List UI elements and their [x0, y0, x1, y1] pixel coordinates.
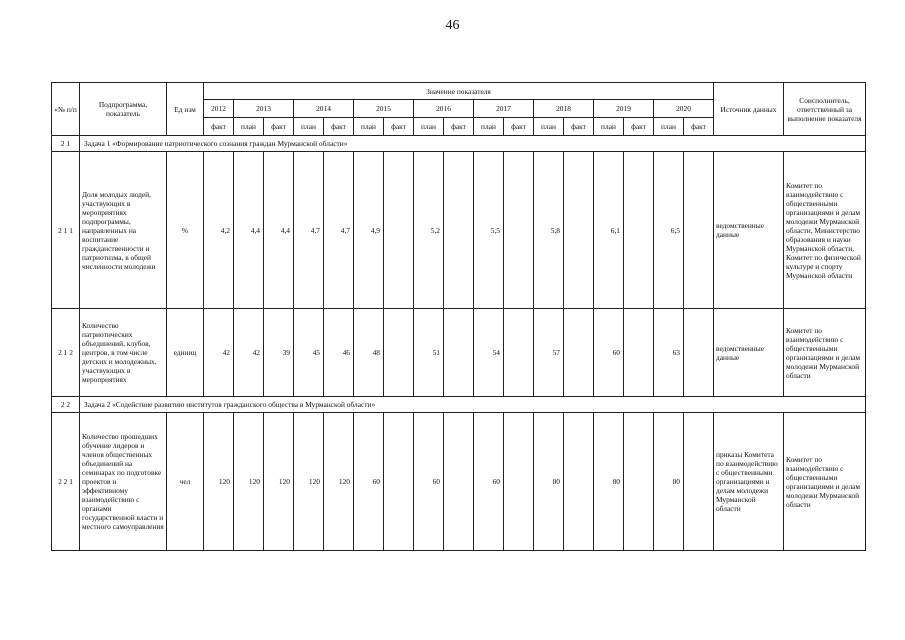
row-number: 2 1: [52, 136, 80, 152]
value-cell: [384, 309, 414, 397]
value-cell: 6,1: [594, 152, 624, 309]
page-number: 46: [445, 18, 460, 33]
value-cell: [444, 152, 474, 309]
value-cell: 48: [354, 309, 384, 397]
value-cell: 60: [414, 413, 444, 551]
value-cell: [504, 413, 534, 551]
header-subcol: план: [294, 118, 324, 136]
responsible-party: Комитет по взаимодействию с общественными организациями и делам молодежи Мурманской области: [784, 413, 866, 551]
value-cell: [624, 152, 654, 309]
header-source: Источник данных: [714, 83, 784, 136]
value-cell: 4,7: [324, 152, 354, 309]
value-cell: 51: [414, 309, 444, 397]
header-year: 2019: [594, 100, 654, 118]
header-subcol: план: [534, 118, 564, 136]
header-subcol: план: [234, 118, 264, 136]
value-cell: [504, 309, 534, 397]
indicator-name: Доля молодых людей, участвующих в мероприятиях подпрограммы, направленных на воспитание гражданственности и патриотизма, в общей численности молодежи: [80, 152, 167, 309]
value-cell: 4,4: [234, 152, 264, 309]
header-value-title: Значение показателя: [204, 83, 714, 100]
header-subcol: план: [474, 118, 504, 136]
value-cell: [564, 152, 594, 309]
indicators-table: [51, 82, 866, 551]
responsible-party: Комитет по взаимодействию с общественными организациями и делам молодежи Мурманской области: [784, 309, 866, 397]
value-cell: [564, 413, 594, 551]
data-source: ведомственные данные: [714, 309, 784, 397]
value-cell: [624, 413, 654, 551]
header-subcol: факт: [564, 118, 594, 136]
value-cell: [504, 152, 534, 309]
value-cell: 5,5: [474, 152, 504, 309]
data-source: ведомственные данные: [714, 152, 784, 309]
value-cell: 42: [234, 309, 264, 397]
indicator-name: Количество прошедших обучение лидеров и членов общественных объединений на семинарах по подготовке проектов и эффективному взаимодействию с органами государственной власти и местного самоуправления: [80, 413, 167, 551]
value-cell: 4,4: [264, 152, 294, 309]
header-year: 2012: [204, 100, 234, 118]
value-cell: [684, 309, 714, 397]
task-title: Задача 2 «Содействие развитию институтов гражданского общества в Мурманской области»: [80, 397, 866, 413]
header-year: 2020: [654, 100, 714, 118]
value-cell: 120: [264, 413, 294, 551]
header-year: 2013: [234, 100, 294, 118]
header-subcol: факт: [384, 118, 414, 136]
value-cell: 45: [294, 309, 324, 397]
value-cell: 80: [654, 413, 684, 551]
row-number: 2 2 1: [52, 413, 80, 551]
value-cell: 120: [204, 413, 234, 551]
header-subcol: факт: [264, 118, 294, 136]
row-number: 2 1 2: [52, 309, 80, 397]
table-row: [52, 152, 866, 309]
value-cell: 57: [534, 309, 564, 397]
value-cell: 5,2: [414, 152, 444, 309]
row-number: 2 1 1: [52, 152, 80, 309]
header-responsible: Соисполнитель, ответственный за выполнение показателя: [784, 83, 866, 136]
table-row: [52, 309, 866, 397]
header-subcol: план: [354, 118, 384, 136]
header-subcol: факт: [444, 118, 474, 136]
value-cell: [444, 413, 474, 551]
header-subcol: план: [594, 118, 624, 136]
value-cell: 120: [324, 413, 354, 551]
row-number: 2 2: [52, 397, 80, 413]
header-subcol: факт: [504, 118, 534, 136]
task-title: Задача 1 «Формирование патриотического сознания граждан Мурманской области»: [80, 136, 866, 152]
header-year: 2016: [414, 100, 474, 118]
value-cell: [624, 309, 654, 397]
table-row: [52, 413, 866, 551]
header-num: «№ п/п: [52, 83, 80, 136]
value-cell: [384, 152, 414, 309]
header-year: 2017: [474, 100, 534, 118]
header-subcol: факт: [624, 118, 654, 136]
value-cell: [684, 413, 714, 551]
header-name: Подпрограмма, показатель: [80, 83, 167, 136]
value-cell: 5,8: [534, 152, 564, 309]
value-cell: 46: [324, 309, 354, 397]
header-subcol: план: [654, 118, 684, 136]
value-cell: [384, 413, 414, 551]
data-source: приказы Комитета по взаимодействию с общественными организациями и делам молодежи Мурманской области: [714, 413, 784, 551]
value-cell: [444, 309, 474, 397]
header-subcol: факт: [324, 118, 354, 136]
responsible-party: Комитет по взаимодействию с общественными организациями и делам молодежи Мурманской области, Министерство образования и науки Мурманской области, Комитет по физической культуре и спорту Мурманской области: [784, 152, 866, 309]
value-cell: 4,7: [294, 152, 324, 309]
value-cell: 60: [474, 413, 504, 551]
indicator-name: Количество патриотических объединений, клубов, центров, в том числе детских и молодежных, участвующих в мероприятиях: [80, 309, 167, 397]
value-cell: 80: [534, 413, 564, 551]
value-cell: 4,9: [354, 152, 384, 309]
header-subcol: план: [414, 118, 444, 136]
value-cell: 60: [354, 413, 384, 551]
value-cell: 6,5: [654, 152, 684, 309]
indicator-unit: чел: [167, 413, 204, 551]
header-year: 2015: [354, 100, 414, 118]
header-year: 2014: [294, 100, 354, 118]
indicator-unit: единиц: [167, 309, 204, 397]
task-row: [52, 136, 866, 152]
header-unit: Ед изм: [167, 83, 204, 136]
header-subcol: факт: [204, 118, 234, 136]
task-row: [52, 397, 866, 413]
header-year: 2018: [534, 100, 594, 118]
value-cell: [564, 309, 594, 397]
value-cell: 120: [234, 413, 264, 551]
value-cell: 39: [264, 309, 294, 397]
value-cell: 120: [294, 413, 324, 551]
value-cell: [684, 152, 714, 309]
indicator-unit: %: [167, 152, 204, 309]
value-cell: 60: [594, 309, 624, 397]
value-cell: 54: [474, 309, 504, 397]
header-subcol: факт: [684, 118, 714, 136]
value-cell: 63: [654, 309, 684, 397]
value-cell: 4,2: [204, 152, 234, 309]
value-cell: 42: [204, 309, 234, 397]
value-cell: 80: [594, 413, 624, 551]
